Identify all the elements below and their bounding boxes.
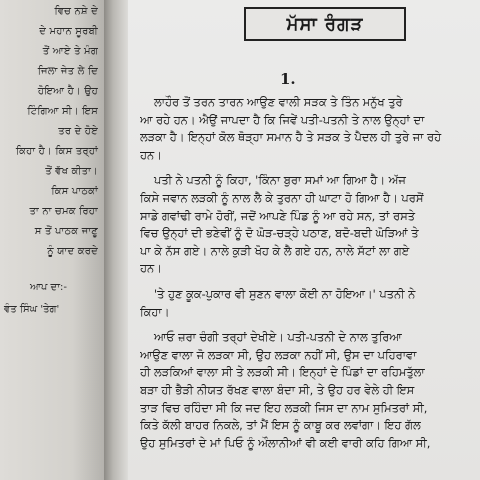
author-label: ਆਪ ਦਾ:- [30,282,67,293]
text-line: ਪਾ ਕੇ ਨੱਸ ਗਏ। ਨਾਲੇ ਕੁੜੀ ਖੋਹ ਕੇ ਲੈ ਗਏ ਹਨ, ਨਾਲੇ ਸੱਟਾਂ ਲਾ ਗਏ [140,243,410,258]
chapter-number: 1. [280,70,296,88]
text-line: ਕਿਤੇ ਕੱਲੀ ਬਾਹਰ ਨਿਕਲੇ, ਤਾਂ ਮੈਂ ਇਸ ਨੂੰ ਕਾਬੂ ਕਰ ਲਵਾਂਗਾ। ਇਹ ਗੱਲ [140,418,421,433]
text-line: ਤਾੜ ਵਿਚ ਰਹਿੰਦਾ ਸੀ ਕਿ ਜਦ ਇਹ ਲੜਕੀ ਜਿਸ ਦਾ ਨਾਮ ਸੁਮਿਤਰਾਂ ਸੀ, [140,400,428,415]
text-line: ਪਤੀ ਨੇ ਪਤਨੀ ਨੂੰ ਕਿਹਾ, 'ਕਿੰਨਾ ਬੁਰਾ ਸਮਾਂ ਆ ਗਿਆ ਹੈ। ਅੱਜ [154,173,406,188]
text-line: ਕਿਹਾ। [140,304,170,319]
text-line: ਬੜਾ ਹੀ ਭੈੜੀ ਨੀਯਤ ਰੱਖਣ ਵਾਲਾ ਬੰਦਾ ਸੀ, ਤੇ ਉਹ ਹਰ ਵੇਲੇ ਹੀ ਇਸ [140,382,415,397]
text-line: ਲਾਹੌਰ ਤੋਂ ਤਰਨ ਤਾਰਨ ਆਉਣ ਵਾਲੀ ਸੜਕ ਤੇ ਤਿੰਨ ਮਨੁੱਖ ਤੁਰੇ [154,95,403,109]
body-text [140,94,468,452]
text-line: ਸਾਡੇ ਗਵਾਂਢੀ ਰਾਮੇ ਹੋਰੀਂ, ਜਦੋਂ ਆਪਣੇ ਪਿੰਡ ਨੂੰ ਆ ਰਹੇ ਸਨ, ਤਾਂ ਰਸਤੇ [140,208,415,223]
book-title: ਮੱਸਾ ਰੰਗੜ [286,13,364,35]
text-line: ਕਿਸੇ ਜਵਾਨ ਲੜਕੀ ਨੂੰ ਨਾਲ ਲੈ ਕੇ ਤੁਰਨਾ ਹੀ ਘਾਟਾ ਹੋ ਗਿਆ ਹੈ। ਪਰਸੋਂ [140,190,424,205]
left-page-text-fragment: ਤੋਂ ਆਏ ਤੇ ਮੰਗ [42,46,98,57]
left-page-text-fragment: ਨੂੰ ਯਾਦ ਕਰਦੇ [47,246,98,257]
text-line: ਲੜਕਾ ਹੈ। ਇਨ੍ਹਾਂ ਕੋਲ ਥੋੜ੍ਹਾ ਸਮਾਨ ਹੈ ਤੇ ਸੜਕ ਤੇ ਪੈਦਲ ਹੀ ਤੁਰੇ ਜਾ ਰਹੇ [140,130,442,145]
left-page-text-fragment: ਜਿਲਾ ਜੇਤ ਲੇ ਦਿ [37,66,98,77]
left-page-text-fragment: ਕਿਸ ਪਾਠਕਾਂ [51,186,98,197]
left-page-text-fragment: ਤਰ ਦੇ ਹੋਏ [58,126,98,137]
book-gutter [104,0,130,480]
text-line: ਹਨ। [140,147,162,162]
left-page-text-fragment: ਕਿਹਾ ਹੈ। ਕਿਸ ਤਰ੍ਹਾਂ [15,146,98,157]
text-line: ਹਨ। [140,261,162,276]
author-name: ਵੰਤ ਸਿੰਘ 'ਤੇਗ' [4,304,60,315]
left-page [0,0,104,480]
left-page-text-fragment: ਤਾ ਨਾ ਚਮਕ ਰਿਹਾ [29,206,98,217]
text-line: 'ਤੇ ਹੁਣ ਕੂਕ-ਪੁਕਾਰ ਵੀ ਸੁਣਨ ਵਾਲਾ ਕੋਈ ਨਾ ਹੋਇਆ।' ਪਤਨੀ ਨੇ [154,286,416,301]
left-page-text-fragment: ਤੋਂ ਵੱਖ ਕੀਤਾ। [45,166,98,177]
text-line: ਵਿਚ ਉਨ੍ਹਾਂ ਦੀ ਭਣੇਵੀਂ ਨੂੰ ਦੋ ਘੋੜ-ਚੜ੍ਹੇ ਪਠਾਣ, ਬਦੋ-ਬਦੀ ਘੋੜਿਆਂ ਤੇ [140,226,419,241]
text-line: ਹੀ ਲੜਕਿਆਂ ਵਾਲਾ ਸੀ ਤੇ ਲੜਕੀ ਸੀ। ਇਨ੍ਹਾਂ ਦੇ ਪਿੰਡਾਂ ਦਾ ਰਹਿਮਤੁੱਲਾ [140,365,425,380]
text-line: ਆਓ ਜ਼ਰਾ ਚੰਗੀ ਤਰ੍ਹਾਂ ਦੇਖੀਏ। ਪਤੀ-ਪਤਨੀ ਦੇ ਨਾਲ ਤੁਰਿਆ [154,330,402,345]
text-line: ਉਹ ਸੁਮਿਤਰਾਂ ਦੇ ਮਾਂ ਪਿਓ ਨੂੰ ਔਲਾਨੀਆਂ ਵੀ ਕਈ ਵਾਰੀ ਕਹਿ ਗਿਆ ਸੀ, [140,435,431,450]
left-page-text-fragment: ਸ ਤੋਂ ਪਾਠਕ ਜਾਣੂ [34,226,98,237]
chapter-title-box [244,7,406,41]
text-line: ਆਉਣ ਵਾਲਾ ਜੋ ਲੜਕਾ ਸੀ, ਉਹ ਲੜਕਾ ਨਹੀਂ ਸੀ, ਉਸ ਦਾ ਪਹਿਰਾਵਾ [140,347,417,362]
left-page-text-fragment: ਹੋਇਆ ਹੈ। ਉਹ [37,86,98,97]
text-line: ਆ ਰਹੇ ਹਨ। ਐਉਂ ਜਾਪਦਾ ਹੈ ਕਿ ਜਿਵੇਂ ਪਤੀ-ਪਤਨੀ ਤੇ ਨਾਲ ਉਨ੍ਹਾਂ ਦਾ [140,112,425,127]
left-page-text-fragment: ਵਿਚ ਨਸ਼ੇ ਦੇ [54,6,98,17]
left-page-text-fragment: ਟਿੰਗਿਆ ਸੀ। ਇਸ [27,106,98,117]
left-page-text-fragment: ਦੇ ਮਹਾਨ ਸੂਰਬੀ [39,26,98,37]
